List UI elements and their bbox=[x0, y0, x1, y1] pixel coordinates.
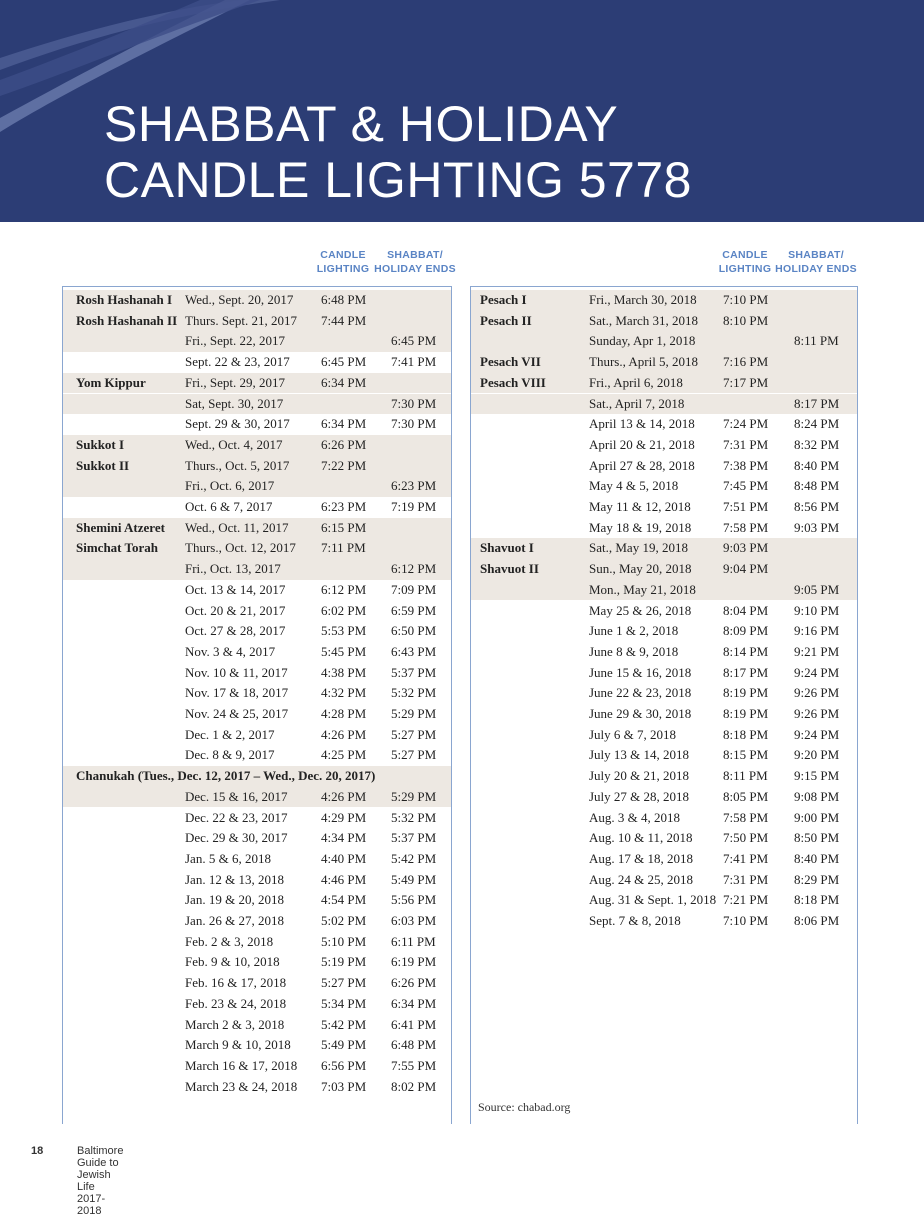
right-holiday-ends-header bbox=[774, 248, 858, 276]
table-row bbox=[63, 725, 451, 746]
candle-lighting-time: 4:32 PM bbox=[321, 685, 367, 701]
table-row bbox=[63, 331, 451, 352]
candle-lighting-time: 8:19 PM bbox=[723, 706, 769, 721]
table-row bbox=[471, 704, 857, 725]
holiday-ends-time: 9:10 PM bbox=[794, 602, 840, 618]
candle-lighting-time: 9:04 PM bbox=[723, 561, 769, 577]
candle-lighting-time: 7:24 PM bbox=[723, 416, 769, 432]
date-cell: Dec. 15 & 16, 2017 bbox=[185, 788, 288, 804]
header-text: LIGHTING bbox=[316, 263, 370, 275]
holiday-ends-time: 5:32 PM bbox=[391, 809, 437, 825]
date-cell: Sun., May 20, 2018 bbox=[589, 561, 692, 577]
holiday-name: Pesach VII bbox=[480, 354, 541, 370]
holiday-ends-time: 6:03 PM bbox=[391, 913, 437, 928]
holiday-name: Sukkot II bbox=[76, 457, 130, 473]
date-cell: Jan. 19 & 20, 2018 bbox=[185, 892, 284, 908]
right-schedule-table bbox=[470, 286, 858, 1124]
date-cell: Fri., Sept. 22, 2017 bbox=[185, 333, 286, 349]
table-row bbox=[63, 828, 451, 849]
candle-lighting-time: 5:10 PM bbox=[321, 933, 367, 949]
candle-lighting-time: 6:23 PM bbox=[321, 499, 367, 514]
candle-lighting-time: 4:25 PM bbox=[321, 747, 367, 763]
date-cell: Sept. 7 & 8, 2018 bbox=[589, 913, 681, 928]
candle-lighting-time: 5:49 PM bbox=[321, 1037, 367, 1053]
table-row bbox=[63, 683, 451, 704]
holiday-name: Pesach VIII bbox=[480, 374, 546, 390]
date-cell: July 27 & 28, 2018 bbox=[589, 788, 690, 804]
table-row bbox=[63, 849, 451, 870]
candle-lighting-time: 4:26 PM bbox=[321, 788, 367, 804]
holiday-ends-time: 5:56 PM bbox=[391, 892, 437, 908]
table-row bbox=[63, 787, 451, 808]
table-row bbox=[63, 456, 451, 477]
table-row bbox=[471, 766, 857, 787]
page-title bbox=[104, 96, 692, 208]
table-row bbox=[471, 787, 857, 808]
table-row bbox=[63, 1077, 451, 1098]
table-row bbox=[471, 538, 857, 559]
date-cell: Fri., Sept. 29, 2017 bbox=[185, 374, 286, 390]
date-cell: Fri., Oct. 6, 2017 bbox=[185, 478, 275, 494]
table-row bbox=[63, 663, 451, 684]
date-cell: Feb. 9 & 10, 2018 bbox=[185, 954, 280, 970]
holiday-ends-time: 9:26 PM bbox=[794, 706, 840, 721]
date-cell: Thurs., Oct. 12, 2017 bbox=[185, 540, 296, 556]
date-cell: Oct. 27 & 28, 2017 bbox=[185, 623, 286, 639]
candle-lighting-time: 8:04 PM bbox=[723, 602, 769, 618]
left-candle-lighting-header bbox=[314, 248, 372, 276]
date-cell: Jan. 5 & 6, 2018 bbox=[185, 850, 271, 866]
date-cell: July 20 & 21, 2018 bbox=[589, 768, 690, 784]
date-cell: April 13 & 14, 2018 bbox=[589, 416, 695, 432]
date-cell: Nov. 10 & 11, 2017 bbox=[185, 664, 288, 680]
holiday-ends-time: 8:40 PM bbox=[794, 457, 840, 473]
date-cell: May 25 & 26, 2018 bbox=[589, 602, 692, 618]
table-row bbox=[63, 476, 451, 497]
date-cell: April 27 & 28, 2018 bbox=[589, 457, 695, 473]
table-top-rule bbox=[471, 286, 857, 287]
table-row bbox=[63, 414, 451, 435]
date-cell: Sat, Sept. 30, 2017 bbox=[185, 395, 284, 411]
holiday-range-label: Chanukah (Tues., Dec. 12, 2017 – Wed., Dec. 20, 2017) bbox=[76, 768, 376, 784]
header-text: HOLIDAY ENDS bbox=[374, 263, 456, 275]
table-row bbox=[471, 559, 857, 580]
candle-lighting-time: 8:11 PM bbox=[723, 768, 768, 784]
table-row bbox=[471, 911, 857, 932]
table-row bbox=[63, 311, 451, 332]
table-row bbox=[63, 580, 451, 601]
candle-lighting-time: 5:53 PM bbox=[321, 623, 367, 639]
publication-title: Baltimore Guide to Jewish Life 2017-2018 bbox=[77, 1145, 124, 1217]
date-cell: Thurs. Sept. 21, 2017 bbox=[185, 312, 297, 328]
date-cell: Nov. 24 & 25, 2017 bbox=[185, 706, 289, 721]
candle-lighting-time: 6:12 PM bbox=[321, 581, 367, 597]
table-top-rule bbox=[63, 286, 451, 287]
candle-lighting-time: 7:16 PM bbox=[723, 354, 769, 370]
date-cell: Sept. 29 & 30, 2017 bbox=[185, 416, 290, 432]
holiday-ends-time: 8:11 PM bbox=[794, 333, 839, 349]
table-row bbox=[63, 808, 451, 829]
holiday-ends-time: 6:19 PM bbox=[391, 954, 437, 970]
holiday-ends-time: 5:29 PM bbox=[391, 706, 437, 721]
table-row bbox=[471, 601, 857, 622]
table-row bbox=[63, 1015, 451, 1036]
date-cell: Fri., March 30, 2018 bbox=[589, 292, 697, 307]
candle-lighting-time: 8:05 PM bbox=[723, 788, 769, 804]
table-row bbox=[471, 456, 857, 477]
date-cell: Nov. 3 & 4, 2017 bbox=[185, 643, 276, 659]
table-row bbox=[63, 642, 451, 663]
title-line-2: CANDLE LIGHTING 5778 bbox=[104, 152, 692, 208]
date-cell: Aug. 10 & 11, 2018 bbox=[589, 830, 693, 846]
holiday-ends-time: 6:59 PM bbox=[391, 602, 437, 618]
candle-lighting-time: 4:46 PM bbox=[321, 871, 367, 887]
table-row bbox=[63, 1056, 451, 1077]
table-row bbox=[471, 642, 857, 663]
holiday-ends-time: 6:12 PM bbox=[391, 561, 437, 577]
holiday-ends-time: 9:24 PM bbox=[794, 726, 840, 742]
holiday-ends-time: 9:21 PM bbox=[794, 643, 840, 659]
candle-lighting-time: 6:15 PM bbox=[321, 519, 367, 535]
holiday-ends-time: 9:24 PM bbox=[794, 664, 840, 680]
holiday-name: Sukkot I bbox=[76, 436, 125, 452]
holiday-ends-time: 5:42 PM bbox=[391, 850, 437, 866]
table-row bbox=[471, 311, 857, 332]
holiday-name: Rosh Hashanah II bbox=[76, 312, 178, 328]
candle-lighting-time: 8:17 PM bbox=[723, 664, 769, 680]
holiday-ends-time: 9:08 PM bbox=[794, 788, 840, 804]
title-line-1: SHABBAT & HOLIDAY bbox=[104, 96, 619, 152]
date-cell: March 23 & 24, 2018 bbox=[185, 1078, 298, 1094]
date-cell: Wed., Oct. 4, 2017 bbox=[185, 436, 283, 452]
holiday-ends-time: 7:30 PM bbox=[391, 416, 437, 432]
candle-lighting-time: 7:21 PM bbox=[723, 892, 769, 908]
date-cell: Feb. 2 & 3, 2018 bbox=[185, 933, 274, 949]
holiday-ends-time: 7:55 PM bbox=[391, 1057, 437, 1073]
header-text: LIGHTING bbox=[718, 263, 772, 275]
holiday-name: Shemini Atzeret bbox=[76, 519, 165, 535]
date-cell: Aug. 31 & Sept. 1, 2018 bbox=[589, 892, 717, 908]
candle-lighting-time: 8:19 PM bbox=[723, 685, 769, 701]
date-cell: Sept. 22 & 23, 2017 bbox=[185, 354, 290, 370]
date-cell: Dec. 8 & 9, 2017 bbox=[185, 747, 275, 763]
holiday-ends-time: 6:26 PM bbox=[391, 975, 437, 991]
holiday-name: Rosh Hashanah I bbox=[76, 292, 173, 307]
holiday-ends-time: 6:41 PM bbox=[391, 1016, 437, 1032]
date-cell: Thurs., Oct. 5, 2017 bbox=[185, 457, 290, 473]
candle-lighting-time: 7:58 PM bbox=[723, 809, 769, 825]
candle-lighting-time: 8:10 PM bbox=[723, 312, 769, 328]
holiday-ends-time: 8:18 PM bbox=[794, 892, 840, 908]
candle-lighting-time: 8:14 PM bbox=[723, 643, 769, 659]
date-cell: Feb. 16 & 17, 2018 bbox=[185, 975, 287, 991]
table-row bbox=[63, 352, 451, 373]
candle-lighting-time: 5:34 PM bbox=[321, 995, 367, 1011]
table-row bbox=[471, 870, 857, 891]
table-row bbox=[63, 394, 451, 415]
table-row bbox=[63, 497, 451, 518]
header-text: HOLIDAY ENDS bbox=[775, 263, 857, 275]
table-row bbox=[471, 414, 857, 435]
date-cell: July 13 & 14, 2018 bbox=[589, 747, 690, 763]
holiday-ends-time: 6:50 PM bbox=[391, 623, 437, 639]
candle-lighting-time: 4:26 PM bbox=[321, 726, 367, 742]
table-row bbox=[471, 808, 857, 829]
candle-lighting-time: 4:38 PM bbox=[321, 664, 367, 680]
holiday-ends-time: 5:37 PM bbox=[391, 664, 437, 680]
holiday-name: Pesach I bbox=[480, 292, 527, 307]
table-row bbox=[63, 952, 451, 973]
date-cell: June 15 & 16, 2018 bbox=[589, 664, 692, 680]
date-cell: Dec. 22 & 23, 2017 bbox=[185, 809, 288, 825]
date-cell: Oct. 20 & 21, 2017 bbox=[185, 602, 286, 618]
holiday-ends-time: 6:23 PM bbox=[391, 478, 437, 494]
candle-lighting-time: 7:45 PM bbox=[723, 478, 769, 494]
date-cell: Jan. 12 & 13, 2018 bbox=[185, 871, 284, 887]
holiday-name: Pesach II bbox=[480, 312, 532, 328]
table-row bbox=[63, 373, 451, 394]
header-text: SHABBAT/ bbox=[387, 249, 443, 261]
holiday-ends-time: 7:09 PM bbox=[391, 581, 437, 597]
holiday-ends-time: 9:00 PM bbox=[794, 809, 840, 825]
date-cell: May 4 & 5, 2018 bbox=[589, 478, 679, 494]
candle-lighting-time: 6:48 PM bbox=[321, 292, 367, 307]
candle-lighting-time: 4:34 PM bbox=[321, 830, 367, 846]
candle-lighting-time: 7:03 PM bbox=[321, 1078, 367, 1094]
holiday-ends-time: 8:02 PM bbox=[391, 1078, 437, 1094]
date-cell: Dec. 1 & 2, 2017 bbox=[185, 726, 275, 742]
candle-lighting-time: 5:27 PM bbox=[321, 975, 367, 991]
date-cell: Mon., May 21, 2018 bbox=[589, 581, 696, 597]
table-row bbox=[471, 683, 857, 704]
table-row bbox=[471, 580, 857, 601]
candle-lighting-time: 6:34 PM bbox=[321, 416, 367, 432]
table-row bbox=[63, 932, 451, 953]
holiday-ends-time: 9:05 PM bbox=[794, 581, 840, 597]
holiday-ends-time: 9:26 PM bbox=[794, 685, 840, 701]
table-row bbox=[471, 890, 857, 911]
date-cell: July 6 & 7, 2018 bbox=[589, 726, 677, 742]
holiday-ends-time: 5:29 PM bbox=[391, 788, 437, 804]
holiday-ends-time: 9:03 PM bbox=[794, 519, 840, 535]
table-row bbox=[63, 973, 451, 994]
table-row bbox=[63, 890, 451, 911]
right-candle-lighting-header bbox=[716, 248, 774, 276]
date-cell: March 2 & 3, 2018 bbox=[185, 1016, 285, 1032]
holiday-ends-time: 8:48 PM bbox=[794, 478, 840, 494]
holiday-ends-time: 5:37 PM bbox=[391, 830, 437, 846]
table-row bbox=[471, 745, 857, 766]
table-row bbox=[63, 538, 451, 559]
table-row bbox=[471, 828, 857, 849]
holiday-ends-time: 9:15 PM bbox=[794, 768, 840, 784]
page-number: 18 bbox=[31, 1145, 44, 1157]
candle-lighting-time: 4:28 PM bbox=[321, 706, 367, 721]
header-text: SHABBAT/ bbox=[788, 249, 844, 261]
date-cell: May 18 & 19, 2018 bbox=[589, 519, 692, 535]
table-row bbox=[63, 601, 451, 622]
table-row bbox=[63, 290, 451, 311]
holiday-ends-time: 5:27 PM bbox=[391, 726, 437, 742]
table-row bbox=[471, 725, 857, 746]
candle-lighting-time: 7:50 PM bbox=[723, 830, 769, 846]
candle-lighting-time: 7:41 PM bbox=[723, 850, 769, 866]
holiday-ends-time: 6:11 PM bbox=[391, 933, 436, 949]
holiday-ends-time: 8:24 PM bbox=[794, 416, 840, 432]
candle-lighting-time: 6:45 PM bbox=[321, 354, 367, 370]
date-cell: Feb. 23 & 24, 2018 bbox=[185, 995, 287, 1011]
holiday-ends-time: 8:29 PM bbox=[794, 871, 840, 887]
candle-lighting-time: 5:42 PM bbox=[321, 1016, 367, 1032]
source-note: Source: chabad.org bbox=[478, 1100, 571, 1114]
table-row bbox=[471, 331, 857, 352]
candle-lighting-time: 6:34 PM bbox=[321, 374, 367, 390]
candle-lighting-time: 8:09 PM bbox=[723, 623, 769, 639]
table-row bbox=[63, 745, 451, 766]
holiday-ends-time: 8:50 PM bbox=[794, 830, 840, 846]
date-cell: May 11 & 12, 2018 bbox=[589, 499, 691, 514]
table-row bbox=[471, 435, 857, 456]
table-row bbox=[63, 621, 451, 642]
holiday-ends-time: 7:30 PM bbox=[391, 395, 437, 411]
table-row bbox=[63, 518, 451, 539]
holiday-ends-time: 5:32 PM bbox=[391, 685, 437, 701]
date-cell: March 16 & 17, 2018 bbox=[185, 1057, 298, 1073]
candle-lighting-time: 7:22 PM bbox=[321, 457, 367, 473]
holiday-ends-time: 9:16 PM bbox=[794, 623, 840, 639]
candle-lighting-time: 7:11 PM bbox=[321, 540, 366, 556]
table-row bbox=[471, 497, 857, 518]
date-cell: June 22 & 23, 2018 bbox=[589, 685, 692, 701]
date-cell: June 29 & 30, 2018 bbox=[589, 706, 692, 721]
holiday-ends-time: 9:20 PM bbox=[794, 747, 840, 763]
holiday-name: Simchat Torah bbox=[76, 540, 158, 556]
candle-lighting-time: 4:29 PM bbox=[321, 809, 367, 825]
date-cell: March 9 & 10, 2018 bbox=[185, 1037, 291, 1053]
table-row bbox=[471, 518, 857, 539]
table-row bbox=[471, 373, 857, 394]
date-cell: Jan. 26 & 27, 2018 bbox=[185, 913, 284, 928]
date-cell: Oct. 13 & 14, 2017 bbox=[185, 581, 286, 597]
date-cell: Fri., Oct. 13, 2017 bbox=[185, 561, 281, 577]
candle-lighting-time: 5:45 PM bbox=[321, 643, 367, 659]
date-cell: Sat., March 31, 2018 bbox=[589, 312, 699, 328]
table-row bbox=[471, 352, 857, 373]
table-row bbox=[63, 911, 451, 932]
table-row bbox=[63, 870, 451, 891]
holiday-ends-time: 6:34 PM bbox=[391, 995, 437, 1011]
table-row bbox=[63, 994, 451, 1015]
holiday-ends-time: 8:17 PM bbox=[794, 395, 840, 411]
holiday-ends-time: 6:43 PM bbox=[391, 643, 437, 659]
holiday-ends-time: 8:40 PM bbox=[794, 850, 840, 866]
holiday-ends-time: 8:06 PM bbox=[794, 913, 840, 928]
candle-lighting-time: 4:54 PM bbox=[321, 892, 367, 908]
candle-lighting-time: 5:19 PM bbox=[321, 954, 367, 970]
table-row bbox=[471, 476, 857, 497]
date-cell: June 1 & 2, 2018 bbox=[589, 623, 679, 639]
date-cell: Sunday, Apr 1, 2018 bbox=[589, 333, 696, 349]
date-cell: Aug. 24 & 25, 2018 bbox=[589, 871, 693, 887]
holiday-name: Shavuot I bbox=[480, 540, 534, 556]
holiday-ends-time: 6:45 PM bbox=[391, 333, 437, 349]
date-cell: Aug. 17 & 18, 2018 bbox=[589, 850, 693, 866]
table-row bbox=[471, 849, 857, 870]
holiday-ends-time: 7:19 PM bbox=[391, 499, 437, 514]
holiday-ends-time: 8:56 PM bbox=[794, 499, 840, 514]
holiday-ends-time: 6:48 PM bbox=[391, 1037, 437, 1053]
table-row bbox=[471, 290, 857, 311]
holiday-name: Shavuot II bbox=[480, 561, 539, 577]
date-cell: Sat., April 7, 2018 bbox=[589, 395, 685, 411]
candle-lighting-time: 4:40 PM bbox=[321, 850, 367, 866]
date-cell: June 8 & 9, 2018 bbox=[589, 643, 679, 659]
table-row bbox=[63, 766, 451, 787]
date-cell: Aug. 3 & 4, 2018 bbox=[589, 809, 680, 825]
candle-lighting-time: 8:18 PM bbox=[723, 726, 769, 742]
holiday-name: Yom Kippur bbox=[76, 374, 146, 390]
candle-lighting-time: 7:31 PM bbox=[723, 436, 769, 452]
holiday-ends-time: 5:49 PM bbox=[391, 871, 437, 887]
date-cell: April 20 & 21, 2018 bbox=[589, 436, 695, 452]
holiday-ends-time: 8:32 PM bbox=[794, 436, 840, 452]
date-cell: Wed., Sept. 20, 2017 bbox=[185, 292, 294, 307]
date-cell: Nov. 17 & 18, 2017 bbox=[185, 685, 289, 701]
candle-lighting-time: 7:44 PM bbox=[321, 312, 367, 328]
candle-lighting-time: 7:17 PM bbox=[723, 374, 769, 390]
candle-lighting-time: 7:10 PM bbox=[723, 292, 769, 307]
left-schedule-table bbox=[62, 286, 452, 1124]
header-text: CANDLE bbox=[722, 249, 768, 261]
date-cell: Wed., Oct. 11, 2017 bbox=[185, 519, 289, 535]
candle-lighting-time: 6:26 PM bbox=[321, 436, 367, 452]
candle-lighting-time: 6:56 PM bbox=[321, 1057, 367, 1073]
candle-lighting-time: 7:58 PM bbox=[723, 519, 769, 535]
date-cell: Thurs., April 5, 2018 bbox=[589, 354, 699, 370]
date-cell: Oct. 6 & 7, 2017 bbox=[185, 499, 273, 514]
table-row bbox=[63, 1035, 451, 1056]
table-row bbox=[471, 621, 857, 642]
candle-lighting-time: 5:02 PM bbox=[321, 913, 367, 928]
candle-lighting-time: 6:02 PM bbox=[321, 602, 367, 618]
candle-lighting-time: 7:38 PM bbox=[723, 457, 769, 473]
candle-lighting-time: 9:03 PM bbox=[723, 540, 769, 556]
holiday-ends-time: 7:41 PM bbox=[391, 354, 437, 370]
holiday-ends-time: 5:27 PM bbox=[391, 747, 437, 763]
table-row bbox=[63, 559, 451, 580]
date-cell: Dec. 29 & 30, 2017 bbox=[185, 830, 288, 846]
table-row bbox=[471, 663, 857, 684]
table-row bbox=[63, 435, 451, 456]
title-banner bbox=[0, 0, 924, 222]
candle-lighting-time: 7:51 PM bbox=[723, 499, 769, 514]
date-cell: Sat., May 19, 2018 bbox=[589, 540, 688, 556]
table-row bbox=[63, 704, 451, 725]
candle-lighting-time: 8:15 PM bbox=[723, 747, 769, 763]
left-holiday-ends-header bbox=[374, 248, 456, 276]
date-cell: Fri., April 6, 2018 bbox=[589, 374, 683, 390]
candle-lighting-time: 7:10 PM bbox=[723, 913, 769, 928]
candle-lighting-time: 7:31 PM bbox=[723, 871, 769, 887]
table-row bbox=[471, 394, 857, 415]
header-text: CANDLE bbox=[320, 249, 366, 261]
